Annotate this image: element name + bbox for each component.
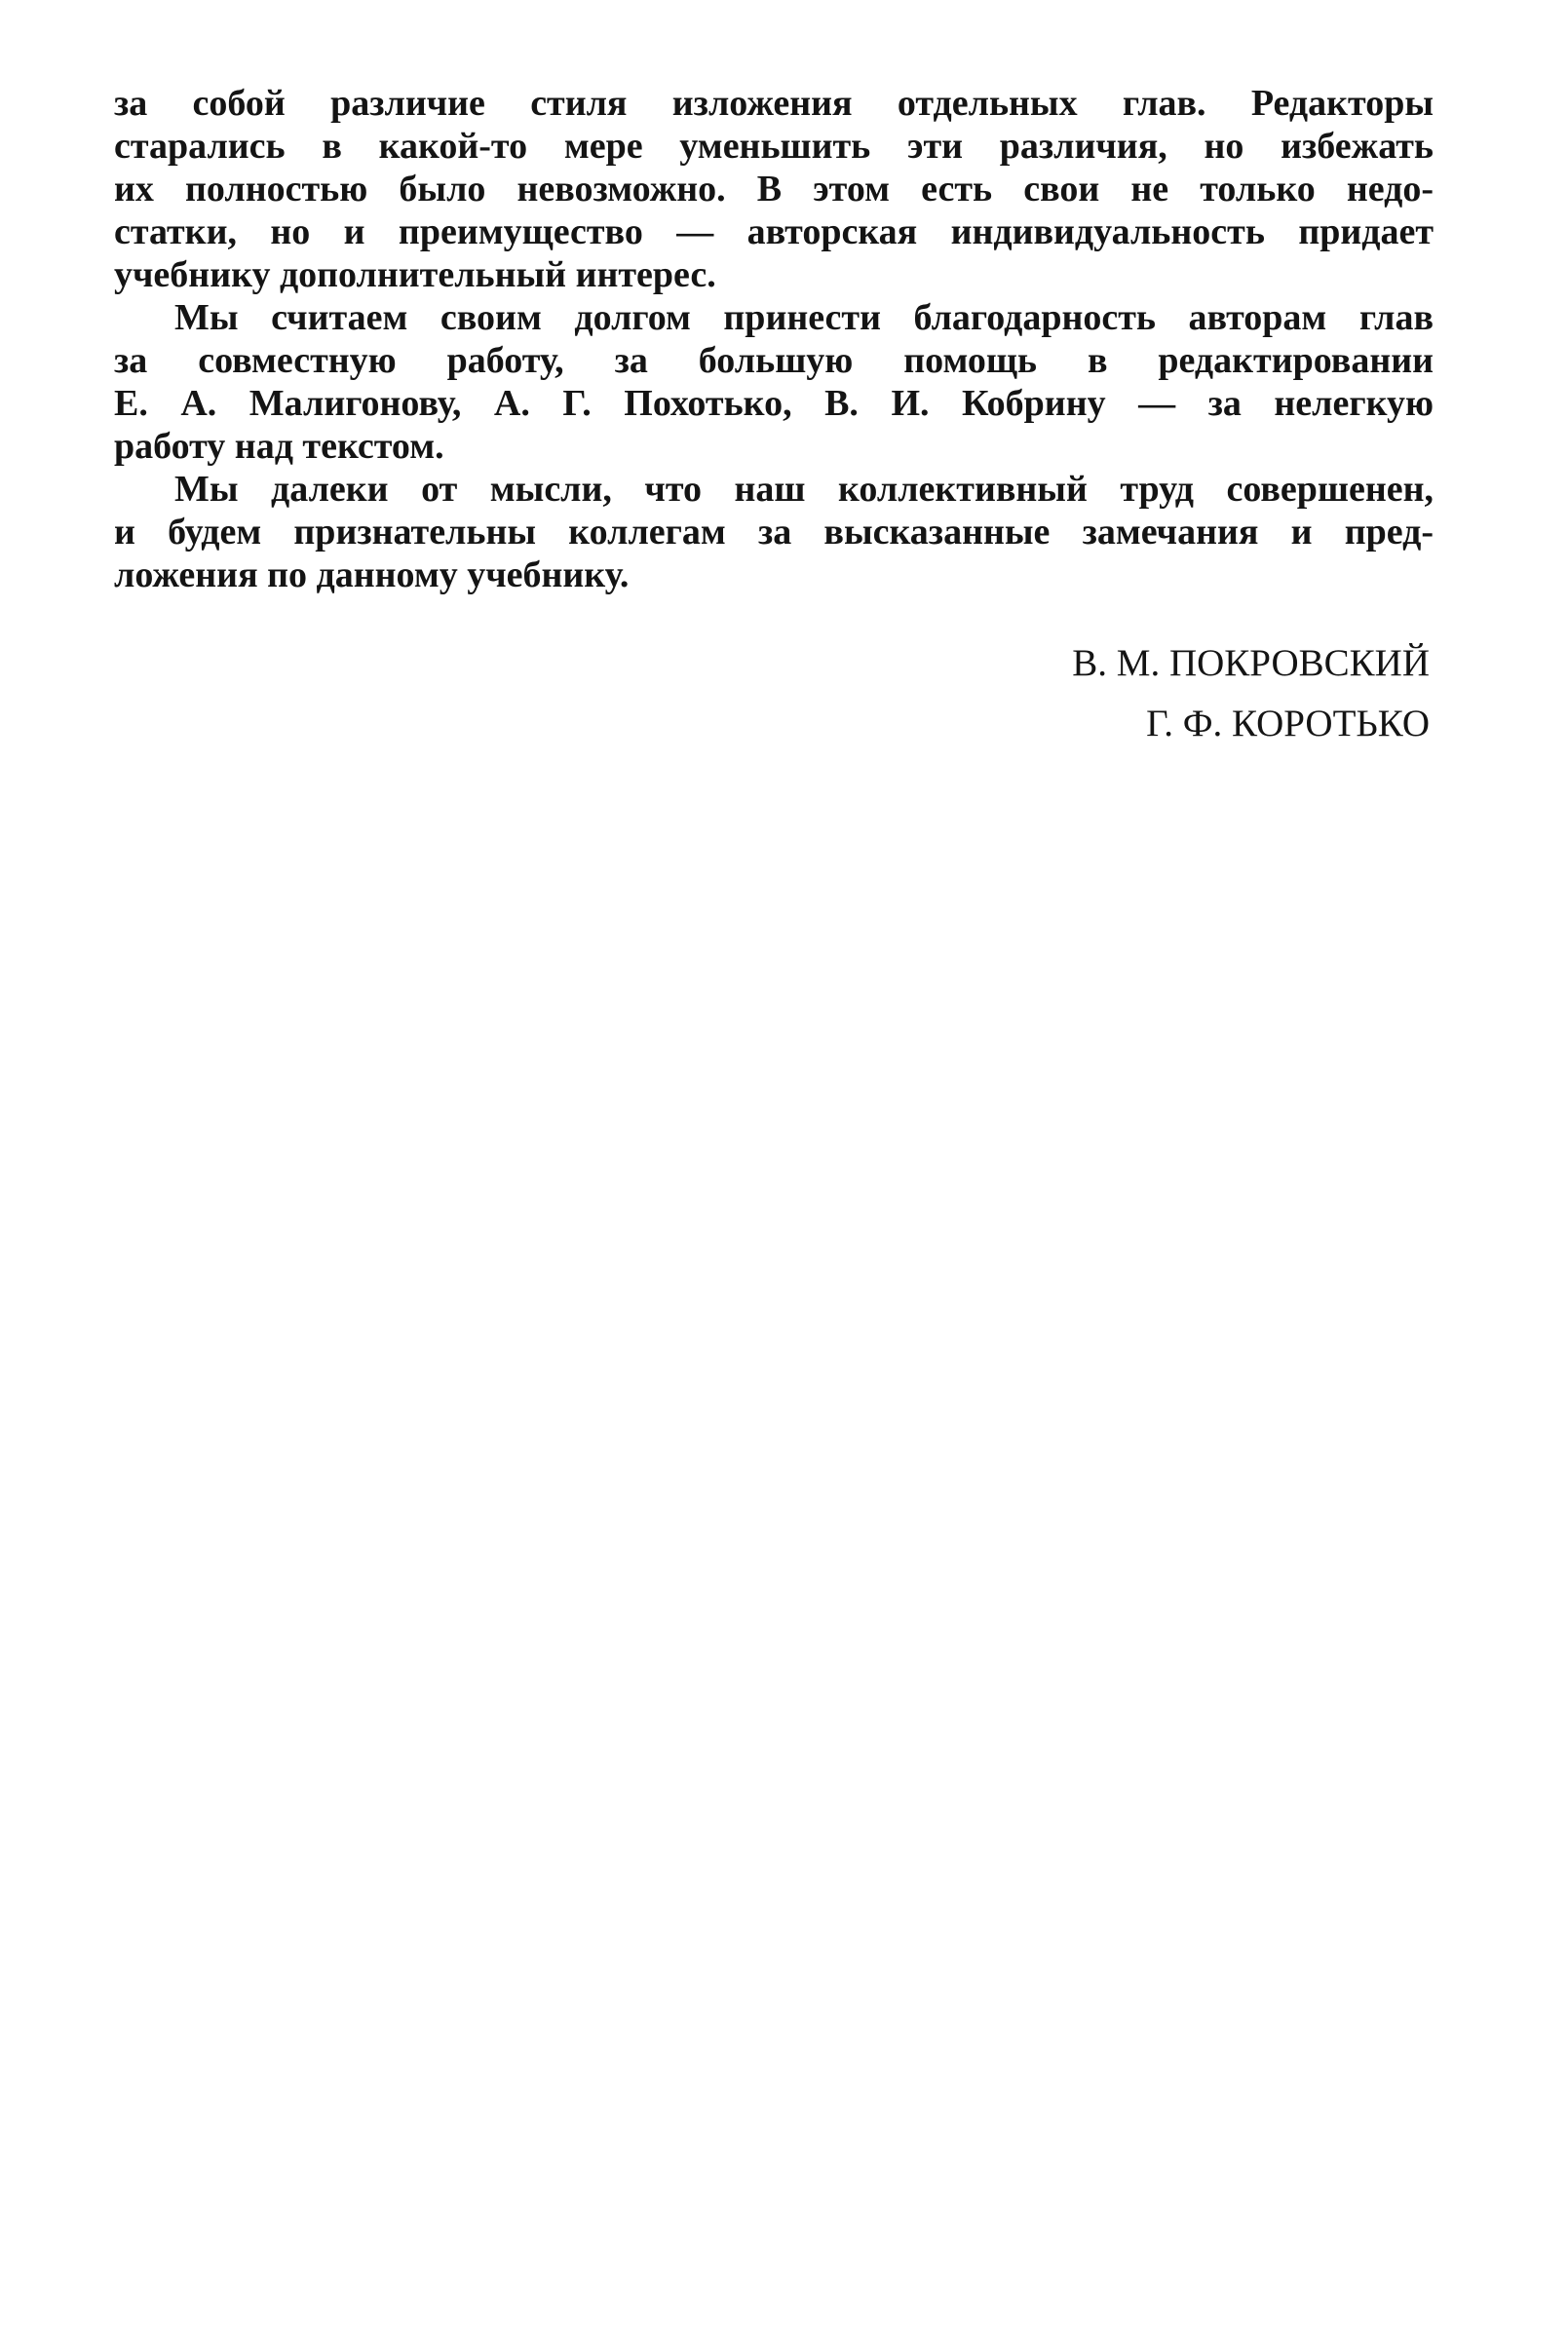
text-line: ложения по данному учебнику. [114,554,630,595]
signature-author-1: В. М. ПОКРОВСКИЙ [1072,642,1430,684]
text-line: их полностью было невозможно. В этом есть свои не только недо- [114,169,1434,210]
text-line: старались в какой-то мере уменьшить эти различия, но избежать [114,126,1434,167]
text-line: за собой различие стиля изложения отдельных глав. Редакторы [114,83,1434,124]
text-line: за совместную работу, за большую помощь в редактировании [114,340,1434,381]
text-line: учебнику дополнительный интерес. [114,254,716,295]
author-signatures [1072,633,1430,754]
text-line-indented: Мы далеки от мысли, что наш коллективный труд совершенен, [174,469,1434,510]
text-line: Е. А. Малигонову, А. Г. Похотько, В. И. Кобрину — за нелегкую [114,383,1434,424]
text-line-indented: Мы считаем своим долгом принести благодарность авторам глав [174,297,1434,338]
text-line: статки, но и преимущество — авторская индивидуальность придает [114,211,1434,252]
preface-text [114,82,1434,596]
signature-author-2: Г. Ф. КОРОТЬКО [1146,703,1430,744]
text-line: работу над текстом. [114,426,444,467]
text-line: и будем признательны коллегам за высказанные замечания и пред- [114,512,1434,553]
